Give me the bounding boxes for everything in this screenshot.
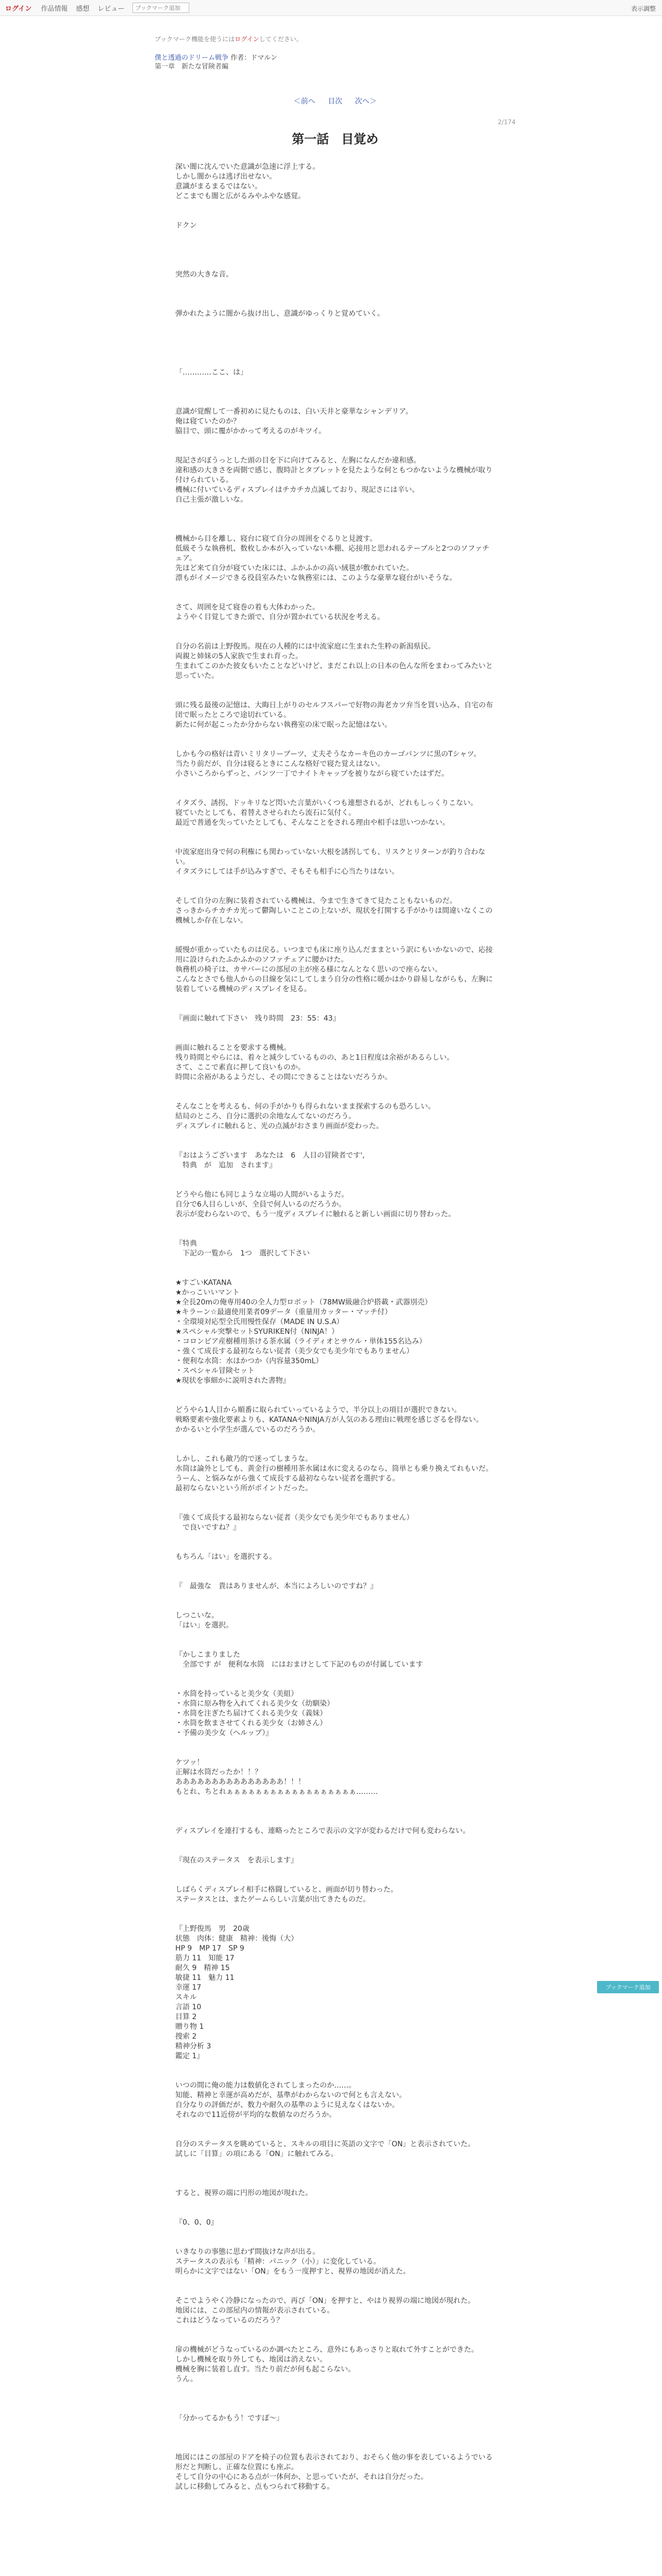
novel-paragraph: [175, 1846, 495, 1856]
notice-text-before: ブックマーク機能を使うには: [155, 36, 235, 43]
page-number: 2/174: [498, 118, 516, 126]
novel-paragraph: [175, 1591, 495, 1601]
novel-paragraph: [175, 1866, 495, 1875]
novel-paragraph: 漂もがイメージできる役員室みたいな執務室には、このような豪華な寝台がいそうな。: [175, 574, 457, 582]
novel-paragraph: 全部です が 便利な水筒 にはおまけとして下記のものが付属しています: [175, 1660, 423, 1669]
novel-paragraph: [175, 1533, 495, 1543]
novel-paragraph: ステータスの表示も「精神：パニック（小）」に変化している。: [175, 2258, 381, 2266]
novel-paragraph: しかし闇からは逃げ出せない。: [175, 173, 276, 181]
main-content: [155, 35, 516, 2492]
novel-paragraph: [175, 1572, 495, 1582]
novel-paragraph: どうやら1人目から順番に取られていっているようで、半分以上の項目が選択できない。: [175, 1406, 461, 1414]
novel-paragraph: これはどうなっているのだろう？: [175, 2316, 284, 2325]
novel-paragraph: ★全長20mの俺専用40の全人力型ロボット（78MW級融合炉搭載・武器別売）: [175, 1298, 432, 1307]
novel-paragraph: [175, 338, 495, 348]
novel-paragraph: [175, 290, 495, 299]
novel-paragraph: 地図にはこの部屋のドアを椅子の位置も表示されており、おそらく他の事を表しているようでいる形だと判断し、正確な位置にも座ぶ。: [175, 2453, 493, 2471]
novel-paragraph: [175, 1259, 495, 1268]
novel-paragraph: ・スペシャル冒険セット: [175, 1367, 255, 1375]
novel-paragraph: [175, 2424, 495, 2433]
novel-paragraph: 自分で6人目らしいが、全員で何人いるのだろうか。: [175, 1200, 346, 1209]
novel-paragraph: [175, 358, 495, 368]
pager-top: [155, 96, 516, 106]
series-title-link[interactable]: 僕と透過のドリーム戦争: [155, 54, 229, 62]
novel-paragraph: 『画面に触れて下さい 残り時間 23：55：43』: [175, 1014, 340, 1023]
novel-paragraph: [175, 211, 495, 221]
novel-paragraph: 筋力 11 知能 17: [175, 1954, 235, 1962]
novel-paragraph: 自分の名前は上野俊馬。現在の人種的には中流家庭に生まれた生粋の新潟県民。: [175, 642, 435, 651]
novel-paragraph: ディスプレイを連打するも、連略ったところで表示の文字が変わるだけで何も変わらない。: [175, 1827, 470, 1835]
novel-paragraph: [175, 730, 495, 740]
novel-paragraph: [175, 1396, 495, 1405]
novel-paragraph: 特典 が 追加 されます』: [175, 1161, 276, 1170]
notice-text-after: してください。: [259, 36, 303, 43]
novel-paragraph: [175, 936, 495, 945]
novel-paragraph: [175, 2120, 495, 2130]
novel-paragraph: で良いですね？』: [175, 1523, 240, 1532]
novel-paragraph: 試しに「目算」の項にある「ON」に触れてみる。: [175, 2150, 338, 2158]
novel-paragraph: 状態 肉体：健康 精神：後悔（大）: [175, 1935, 298, 1943]
novel-paragraph: 『かしこまりました: [175, 1651, 240, 1659]
novel-paragraph: 『 最強な 貴はありませんが、本当によろしいのですね？』: [175, 1582, 377, 1590]
novel-paragraph: [175, 681, 495, 691]
novel-paragraph: [175, 2071, 495, 2081]
novel-paragraph: [175, 1503, 495, 1513]
bookmark-side-button[interactable]: ブックマーク追加: [597, 1981, 659, 1993]
novel-paragraph: 脇目で、頭に覆がかかって考えるのがキツイ。: [175, 427, 326, 435]
novel-paragraph: 先ほど来て自分が寝ていた床には、ふかふかの高い絨毯が敷かれていた。: [175, 564, 413, 572]
novel-paragraph: しかし、これも敵乃的で迷ってしまうな。: [175, 1455, 312, 1463]
novel-paragraph: [175, 1229, 495, 1239]
novel-paragraph: [175, 2238, 495, 2247]
novel-paragraph: [175, 1797, 495, 1807]
novel-paragraph: 結局のところ、自分に選択の余地なんてないのだろう。: [175, 1112, 356, 1121]
login-link[interactable]: ログイン: [5, 5, 32, 13]
novel-paragraph: [175, 838, 495, 848]
novel-paragraph: すると、視界の端に円形の地図が現れた。: [175, 2189, 312, 2197]
novel-paragraph: 最初ならないという所がポイントだった。: [175, 1484, 312, 1493]
novel-paragraph: [175, 1024, 495, 1033]
novel-paragraph: [175, 2198, 495, 2208]
novel-body: [175, 162, 495, 2492]
novel-paragraph: どうやら他にも同じような立場の人間がいるようだ。: [175, 1191, 349, 1199]
novel-paragraph: 生まれてこのかた彼女もいたことなどいけど、まだこれ以上の日本の色んな所をまわってみたいと思っていた。: [175, 662, 493, 680]
novel-paragraph: 最近で普通を失っていたとしても、そんなことをされる理由や相手は思いつかない。: [175, 819, 450, 827]
novel-paragraph: ★かっこいいマント: [175, 1289, 240, 1297]
novel-paragraph: [175, 280, 495, 290]
novel-paragraph: さて、ここで素直に押して良いものか。: [175, 1063, 305, 1072]
novel-paragraph: [175, 2326, 495, 2335]
novel-paragraph: 頭に残る最後の記憶は、大晦日上がりのセルフスパーで好物の海老カツ弁当を買い込み、自宅の布団で眠ったところで途切れている。: [175, 701, 493, 719]
novel-paragraph: もとれ、ちとれぁぁぁぁぁぁぁぁぁぁぁぁぁぁぁぁぁぁ………: [175, 1788, 378, 1796]
novel-paragraph: [175, 691, 495, 701]
novel-paragraph: 自己主張が激しいな。: [175, 496, 247, 504]
novel-paragraph: [175, 1562, 495, 1572]
novel-paragraph: そこでようやく冷静になったので、再び「ON」を押すと、やはり視界の端に地図が現れた。: [175, 2297, 475, 2305]
novel-paragraph: ★スペシャル突撃セットSYURIKEN付（NINJA！）: [175, 1328, 339, 1336]
novel-paragraph: [175, 378, 495, 387]
novel-paragraph: [175, 2394, 495, 2404]
novel-paragraph: 『強くて成長する最初ならない従者（美少女でも美少年でもありません）: [175, 1514, 413, 1522]
novel-paragraph: 鑑定 1』: [175, 2052, 204, 2060]
novel-paragraph: ・全環境対応型全氏用慢性保存（MADE IN U.S.A）: [175, 1318, 344, 1326]
novel-paragraph: [175, 2159, 495, 2169]
author-name: 作者：ドマルン: [230, 54, 277, 62]
novel-paragraph: HP 9 MP 17 SP 9: [175, 1944, 244, 1953]
novel-paragraph: [175, 1445, 495, 1454]
novel-paragraph: [175, 2179, 495, 2189]
novel-paragraph: [175, 779, 495, 789]
nav-impressions-link[interactable]: 感想: [76, 5, 90, 13]
novel-paragraph: [175, 789, 495, 799]
novel-paragraph: [175, 1494, 495, 1503]
novel-paragraph: 自分のステータスを眺めていると、スキルの項目に英語の文字で「ON」と表示されていた。: [175, 2140, 475, 2148]
novel-paragraph: [175, 348, 495, 358]
novel-paragraph: [175, 1748, 495, 1758]
novel-paragraph: 執務机の椅子は、カサバーにの部屋の主が座る様になんとなく思いので座らない。: [175, 965, 442, 974]
novel-paragraph: [175, 1905, 495, 1914]
novel-paragraph: [175, 2061, 495, 2071]
novel-paragraph: [175, 231, 495, 241]
novel-paragraph: ・水筒に原み物を入れてくれる美少女（幼馴染）: [175, 1700, 334, 1708]
novel-paragraph: [175, 1670, 495, 1680]
novel-paragraph: しばらくディスプレイ相手に格闘していると、画面が切り替わった。: [175, 1886, 398, 1894]
novel-paragraph: 小さいころからずっと、パンツ一丁でナイトキャップを被りながら寝ていたはずだ。: [175, 770, 449, 778]
novel-paragraph: 俺は寝ていたのか？: [175, 417, 240, 426]
novel-paragraph: 目算 2: [175, 2013, 197, 2021]
novel-paragraph: 知能、精神と幸運が高めだが、基準がわからないので何とも言えない。: [175, 2091, 406, 2099]
novel-paragraph: 言語 10: [175, 2003, 202, 2011]
novel-paragraph: [175, 1141, 495, 1151]
novel-paragraph: [175, 2433, 495, 2443]
novel-paragraph: [175, 622, 495, 632]
novel-paragraph: 機械から目を離し、寝台に寝て自分の周囲をぐるりと見渡す。: [175, 535, 377, 543]
novel-paragraph: 中流家庭出身で何の利権にも関わっていない大根を誘拐しても、リスクとリターンが釣り合わない。: [175, 848, 486, 866]
novel-paragraph: [175, 1092, 495, 1102]
novel-paragraph: 表示が変わらないので、もう一度ディスプレイに触れると新しい画面に切り替わった。: [175, 1210, 456, 1218]
novel-paragraph: [175, 2404, 495, 2414]
novel-paragraph: 緩慢が重かっていたものは戻る。いつまでも床に座り込んだままという訳にもいかないので、応接用に設けられたふかふかのソファチェアに腰かけた。: [175, 946, 493, 964]
novel-paragraph: [175, 1640, 495, 1650]
novel-paragraph: 『現在のステータス を表示します』: [175, 1856, 298, 1865]
novel-paragraph: 試しに移動してみると、点もつられて移動する。: [175, 2483, 334, 2491]
novel-paragraph: [175, 1914, 495, 1924]
novel-paragraph: [175, 2335, 495, 2345]
novel-paragraph: [175, 877, 495, 887]
novel-paragraph: [175, 1738, 495, 1748]
novel-paragraph: [175, 299, 495, 309]
novel-paragraph: [175, 2228, 495, 2238]
novel-paragraph: 当たり前だが、自分は寝るときにこんな格好で寝た覚えはない。: [175, 760, 385, 768]
prev-link[interactable]: ＜前へ: [293, 97, 316, 106]
nav-review-link[interactable]: レビュー: [97, 5, 125, 13]
novel-paragraph: [175, 1004, 495, 1014]
novel-paragraph: イタズラ、誘拐、ドッキリなど閃いた言葉がいくつも連想されるが、どれもしっくりこない。: [175, 799, 478, 807]
novel-paragraph: [175, 2169, 495, 2179]
next-link[interactable]: 次へ＞: [355, 97, 377, 106]
novel-paragraph: [175, 1875, 495, 1885]
novel-paragraph: かかるいと小学生が選んでいるのだろうか。: [175, 1426, 320, 1434]
novel-paragraph: [175, 319, 495, 329]
novel-paragraph: さて、周囲を見て寝巻の着も大体わかった。: [175, 603, 320, 612]
novel-paragraph: 機械を胸に装着し直す。当たり前だが何も起こらない。: [175, 2365, 355, 2374]
novel-paragraph: [175, 201, 495, 211]
novel-paragraph: ドクン: [175, 222, 197, 230]
novel-paragraph: 敏捷 11 魅力 11: [175, 1974, 235, 1982]
novel-paragraph: 「…………ここ、は」: [175, 368, 247, 377]
novel-paragraph: [175, 1543, 495, 1552]
novel-paragraph: ・コロンビア産樹種用茶ける茶水属（ライディオとサウル・単体155名込み）: [175, 1337, 426, 1346]
novel-paragraph: [175, 593, 495, 603]
novel-paragraph: [175, 241, 495, 250]
novel-paragraph: 『おはようございます あなたは 6 人目の冒険者です',: [175, 1151, 365, 1160]
novel-paragraph: ★キラーン☆最適使用業者09データ（重量用カッター・マッチ付）: [175, 1308, 392, 1316]
novel-paragraph: [175, 524, 495, 534]
novel-paragraph: 『特典: [175, 1240, 197, 1248]
novel-paragraph: しかし機械を取り外しても、地図は消えない。: [175, 2355, 327, 2364]
episode-label: 第一章 新たな冒険者編: [155, 63, 229, 71]
novel-paragraph: 違和感の大きさを両側で感じ、腹時計とタブレットを見たような何ともつかないような機械が取り付けられている。: [175, 466, 493, 484]
novel-paragraph: 弾かれたように闇から抜け出し、意識がゆっくりと覚めていく。: [175, 310, 385, 318]
novel-paragraph: うん。: [175, 2375, 197, 2383]
novel-paragraph: [175, 1033, 495, 1043]
novel-paragraph: 両親と姉妹の5人家族で生まれ育った。: [175, 652, 303, 660]
novel-paragraph: [175, 1268, 495, 1278]
novel-paragraph: 画面に触れることを要求する機械。: [175, 1044, 291, 1052]
display-settings-link[interactable]: 表示調整: [631, 5, 656, 12]
novel-paragraph: 『0、0、0』: [175, 2218, 218, 2227]
novel-paragraph: [175, 1180, 495, 1190]
novel-paragraph: 精神分析 3: [175, 2042, 211, 2050]
novel-paragraph: ★現状を事細かに説明された書物』: [175, 1377, 290, 1385]
novel-paragraph: [175, 1836, 495, 1846]
novel-paragraph: 時間に余裕があるようだし、その間にできることはないだろうか。: [175, 1073, 392, 1081]
novel-paragraph: 現記さがぼうっとした頭の目を下に向けてみると、左胸になんだか違和感。: [175, 456, 421, 465]
novel-paragraph: [175, 505, 495, 515]
novel-paragraph: [175, 926, 495, 936]
novel-paragraph: [175, 1601, 495, 1611]
novel-paragraph: [175, 994, 495, 1004]
novel-paragraph: [175, 1082, 495, 1092]
novel-paragraph: 耐久 9 精神 15: [175, 1964, 230, 1972]
novel-paragraph: しつこいな。: [175, 1612, 219, 1620]
novel-paragraph: 深い闇に沈んでいた意識が急速に浮上する。: [175, 163, 320, 171]
novel-paragraph: イタズラにしては手が込みすぎで、そもそも相手に心当たりはない。: [175, 868, 399, 876]
novel-paragraph: [175, 329, 495, 338]
novel-paragraph: [175, 397, 495, 407]
novel-paragraph: 『上野俊馬 男 20歳: [175, 1925, 250, 1933]
novel-paragraph: 地図には、この部屋内の情報が表示されている。: [175, 2307, 334, 2315]
novel-paragraph: いきなりの事態に思わず間抜けな声が出る。: [175, 2248, 320, 2256]
novel-paragraph: 意識が覚醒して一番初めに見たものは、白い天井と豪華なシャンデリア。: [175, 408, 413, 416]
novel-paragraph: ・水筒を持っていると美少女（美組）: [175, 1690, 298, 1698]
novel-paragraph: ようやく目覚してきた頭で、自分が置かれている状況を考える。: [175, 613, 385, 621]
top-bar: [0, 0, 662, 16]
novel-paragraph: [175, 1680, 495, 1689]
novel-paragraph: あああああああああああああああ！！！: [175, 1778, 305, 1786]
novel-paragraph: ・予備の美少女（ヘルップ）』: [175, 1729, 273, 1737]
novel-paragraph: [175, 2208, 495, 2218]
novel-paragraph: [175, 2286, 495, 2296]
novel-paragraph: [175, 2443, 495, 2453]
login-notice: [155, 35, 516, 43]
novel-paragraph: 突然の大きな音。: [175, 270, 233, 279]
novel-paragraph: 正解は水筒だったか！！？: [175, 1768, 262, 1776]
novel-paragraph: 捜索 2: [175, 2032, 197, 2041]
novel-paragraph: もちろん「はい」を選択する。: [175, 1553, 276, 1561]
novel-paragraph: [175, 632, 495, 642]
novel-paragraph: 残り時間とやらには、着々と減少しているものの、あと1日程度は余裕があるらしい。: [175, 1054, 454, 1062]
novel-paragraph: 「はい」を選択。: [175, 1621, 233, 1630]
bookmark-input[interactable]: [133, 3, 189, 13]
novel-paragraph: [175, 446, 495, 456]
novel-paragraph: 低級そうな執務机、数枚しか本が入っていない本棚、応接用と思われるテーブルと2つのソファチェア。: [175, 545, 490, 563]
novel-paragraph: [175, 2130, 495, 2140]
novel-paragraph: [175, 828, 495, 838]
novel-paragraph: ・水筒を注ぎたち届けてくれる美少女（義妹）: [175, 1709, 327, 1718]
novel-paragraph: しかも今の格好は青いミリタリーブーツ、丈夫そうなカーキ色のカーゴパンツに黒のTシャツ。: [175, 750, 481, 758]
novel-paragraph: ディスプレイに触れると、光の点滅がおさまり画面が変わった。: [175, 1122, 384, 1130]
novel-paragraph: [175, 250, 495, 260]
novel-paragraph: [175, 1435, 495, 1445]
novel-paragraph: 下記の一覧から 1つ 選択して下さい: [175, 1249, 310, 1258]
novel-paragraph: 機械に付いているディスプレイはチカチカ点滅しており、現記さには辛い。: [175, 486, 420, 494]
novel-paragraph: [175, 2277, 495, 2286]
novel-paragraph: [175, 1219, 495, 1229]
novel-paragraph: [175, 436, 495, 446]
nav-info-link[interactable]: 作品情報: [41, 5, 68, 13]
novel-paragraph: スキル: [175, 1993, 197, 2002]
novel-paragraph: ・便利な水筒：水ほかつか（内容量350mL）: [175, 1357, 323, 1365]
novel-paragraph: [175, 740, 495, 750]
novel-paragraph: そして自分の左胸に装着されている機械は、今まで生きてきて見たこともないものだ。: [175, 897, 457, 905]
novel-paragraph: [175, 1131, 495, 1141]
notice-login-link[interactable]: ログイン: [235, 36, 259, 43]
novel-paragraph: [175, 387, 495, 397]
novel-paragraph: [175, 1817, 495, 1826]
novel-paragraph: ・水筒を飲まさせてくれる美少女（お姉さん）: [175, 1719, 327, 1727]
novel-paragraph: 水筒は論外としても、黄金行の樹種用茶水属は水に変えるのなら、筒単とも乗り換えてれもいだ。: [175, 1465, 493, 1473]
novel-paragraph: こんなとさでも他人からの目線を気にしてしまう自分の性格に暖かはかり辟易しながらも、左胸に装着している機械のディスプレイを見る。: [175, 975, 493, 993]
novel-paragraph: ステータスとは、またゲームらしい言葉が出てきたものだ。: [175, 1895, 370, 1904]
novel-paragraph: 扉の機械がどうなっているのか調べたところ、意外にもあっさりと取れて外すことができた。: [175, 2346, 478, 2354]
novel-paragraph: [175, 583, 495, 593]
novel-paragraph: 明らかに文字ではない「ON」をもう一度押すと、視界の地図が消えた。: [175, 2267, 410, 2276]
novel-paragraph: うーん、と悩みながら強くて成長する最初ならない従者を選択する。: [175, 1475, 400, 1483]
novel-paragraph: ・強くて成長する最初ならない従者（美少女でも美少年でもありません）: [175, 1347, 413, 1355]
index-link[interactable]: 目次: [328, 97, 342, 106]
novel-paragraph: 幸運 17: [175, 1984, 202, 1992]
novel-paragraph: どこまでも闇と広がるみやふやな感覚。: [175, 192, 305, 200]
novel-paragraph: 新たに何が起こったか分からない執務室の床で眠った記憶はない。: [175, 721, 392, 729]
novel-paragraph: いつの間に俺の能力は数値化されてしまったのか……。: [175, 2081, 356, 2090]
novel-paragraph: 戦略要素や強化要素よりも、KATANAやNINJA方が人気のある理由に戦理を感じざるを得ない。: [175, 1416, 484, 1424]
novel-paragraph: [175, 260, 495, 270]
novel-paragraph: さっきからチカチカ光って鬱陶しいことこの上ないが、現状を打開する手がかりは間違いなくこの機械しか存在しない。: [175, 907, 493, 925]
chapter-title: 第一話 目覚め: [292, 132, 378, 146]
novel-paragraph: そして自分の中心にある点が一体何か、と思っていたが、それは自分だった。: [175, 2473, 428, 2481]
novel-paragraph: [175, 1386, 495, 1396]
novel-paragraph: そんなことを考えるも、何の手がかりも得られないまま探索するのも恐ろしい。: [175, 1103, 435, 1111]
novel-paragraph: [175, 1631, 495, 1640]
novel-paragraph: 贈り物 1: [175, 2023, 204, 2031]
novel-paragraph: それなので11近傍が平均的な数値なのだろうか。: [175, 2111, 336, 2119]
novel-paragraph: 「分かってるかもう！ですぽ～」: [175, 2414, 284, 2422]
novel-paragraph: 寝ていたとしても、着替えさせられたら流石に気付く。: [175, 809, 356, 817]
novel-paragraph: [175, 1807, 495, 1817]
novel-paragraph: [175, 887, 495, 896]
novel-paragraph: 意識がまるまるではない。: [175, 182, 262, 191]
novel-paragraph: 自分なりの評価だが、数力や耐久の基準のように見えなくはないか。: [175, 2101, 399, 2109]
series-info: [155, 54, 516, 71]
novel-paragraph: [175, 515, 495, 524]
novel-paragraph: ★すごいKATANA: [175, 1279, 232, 1287]
novel-paragraph: [175, 1171, 495, 1180]
novel-paragraph: [175, 2384, 495, 2394]
novel-paragraph: ケツッ！: [175, 1758, 204, 1767]
